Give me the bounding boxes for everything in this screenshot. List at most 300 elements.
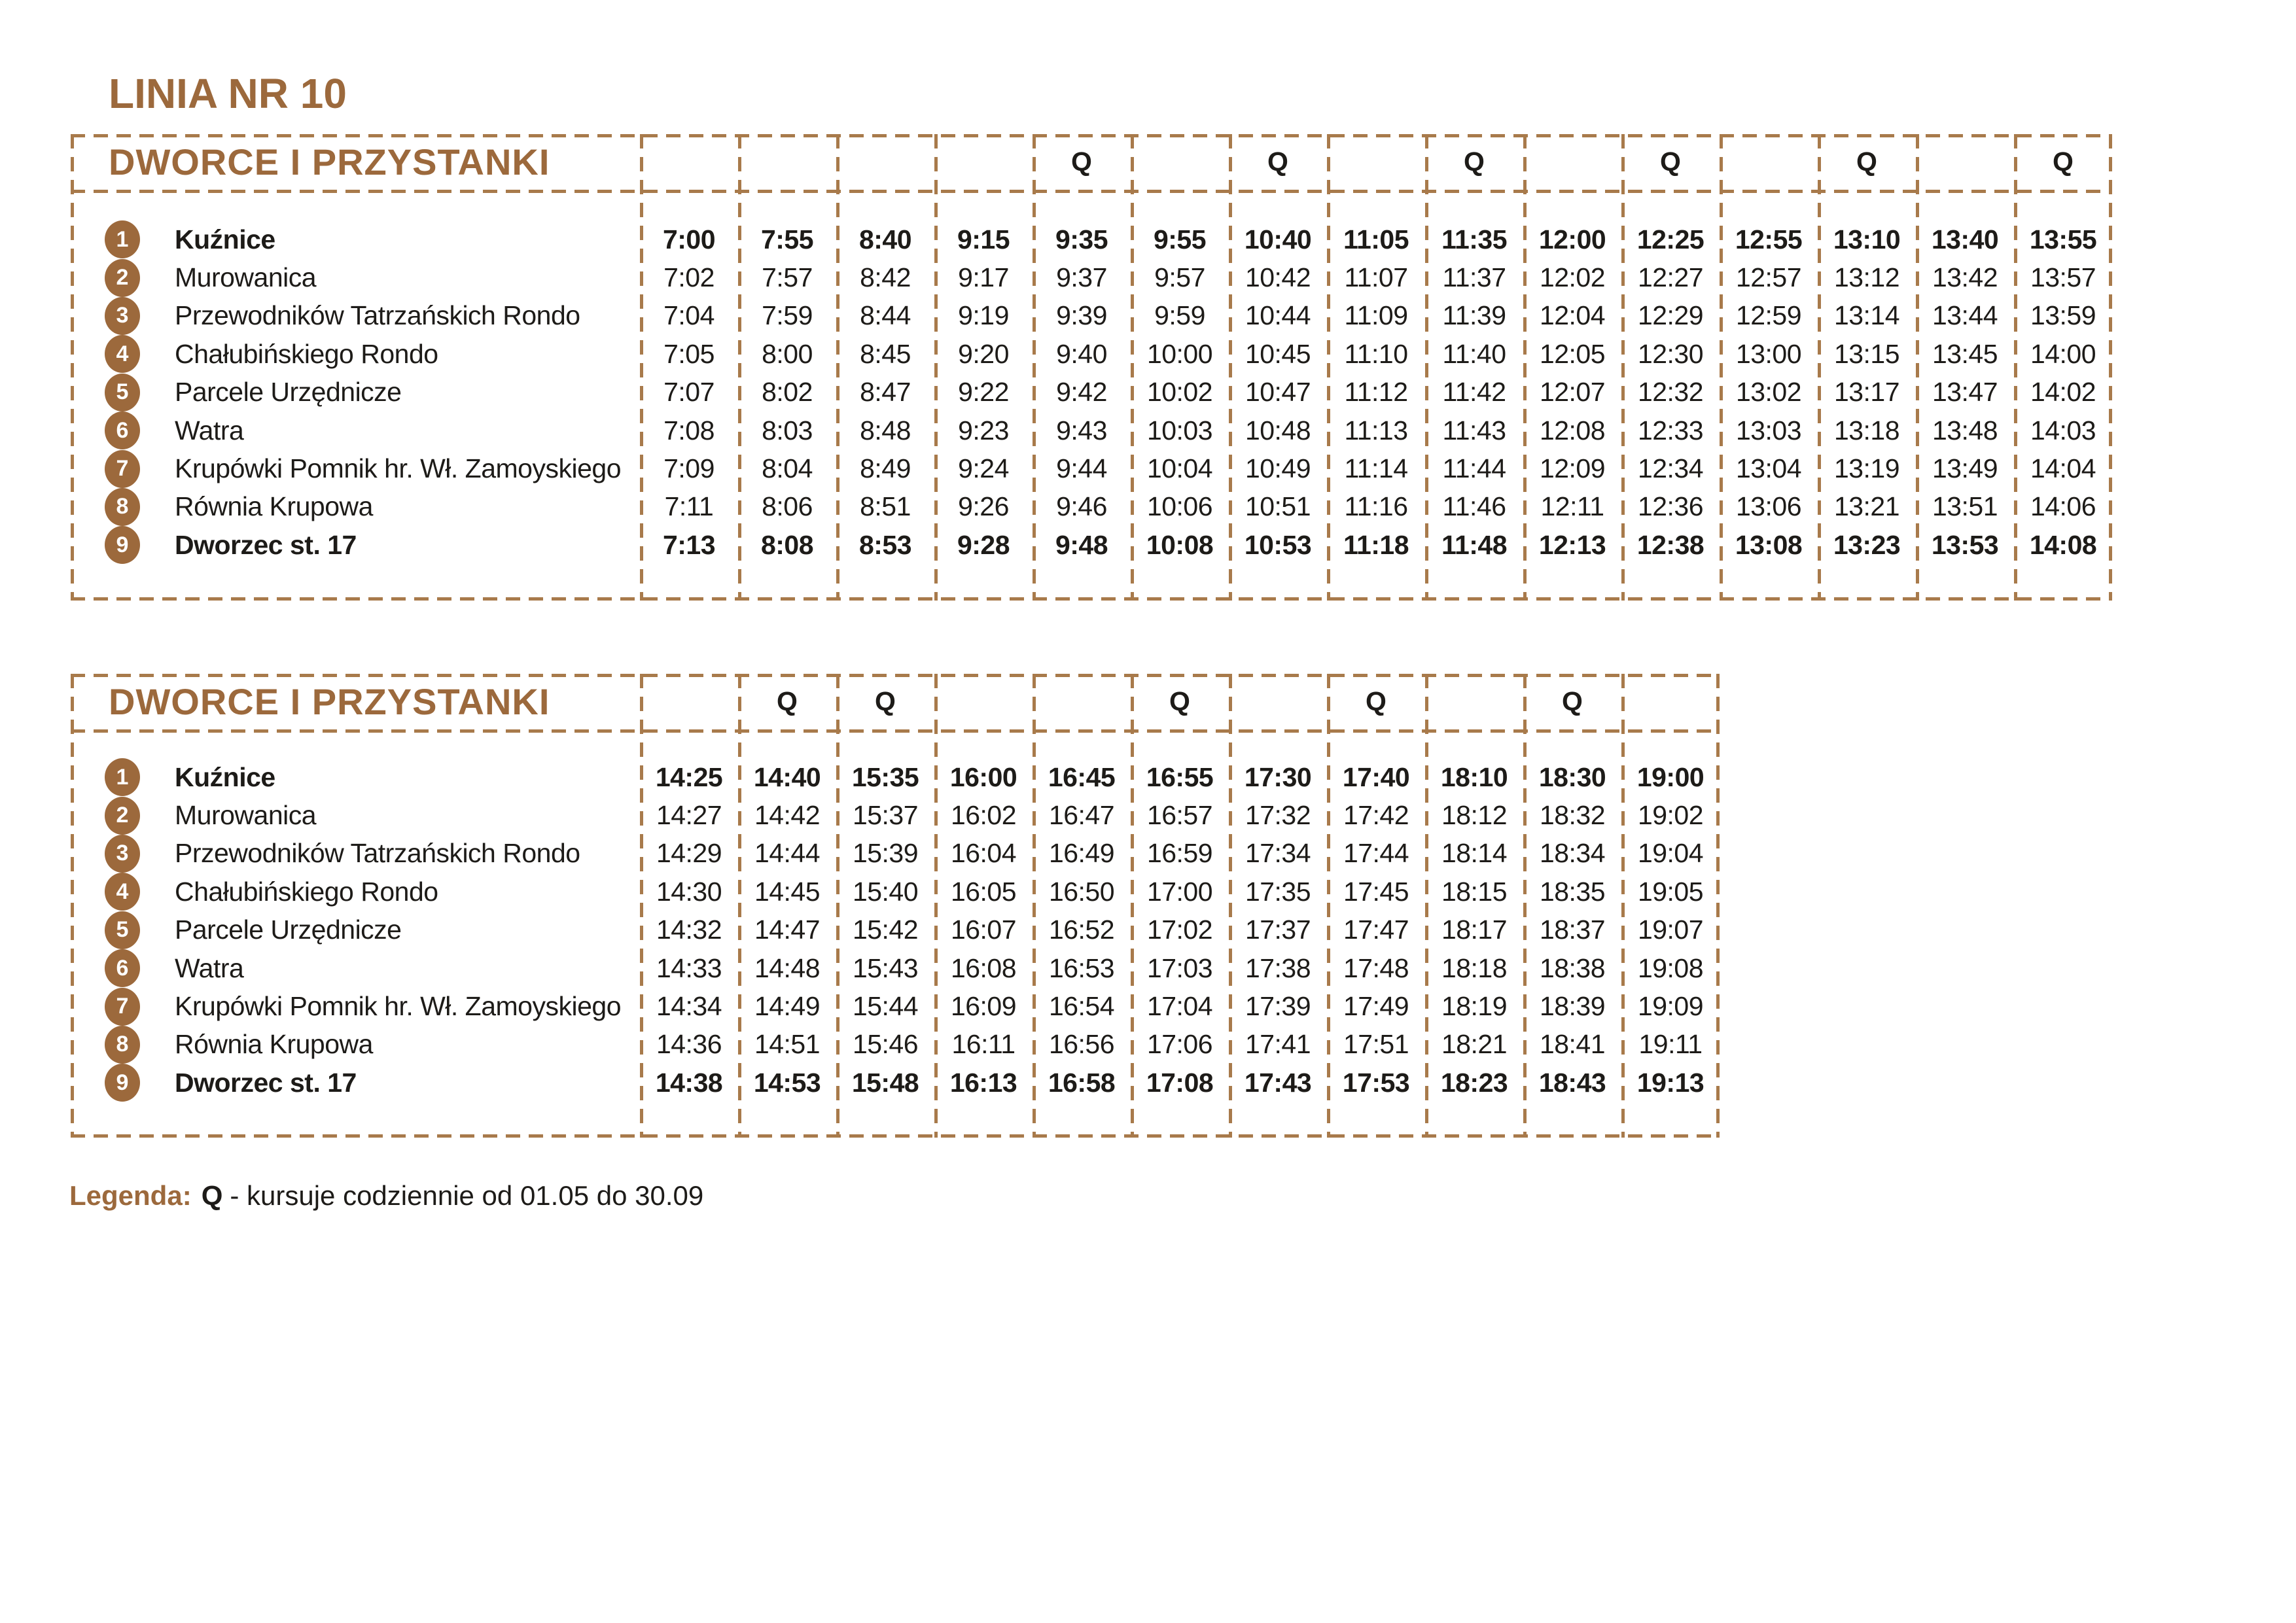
service-flag [640, 134, 738, 190]
departure-time: 16:54 [1048, 991, 1115, 1022]
column-divider [1720, 134, 1723, 601]
station-cell [71, 374, 640, 411]
departure-time: 8:42 [860, 262, 911, 293]
departure-time: 8:08 [760, 529, 814, 560]
departure-time: 15:39 [852, 838, 919, 869]
departure-time: 17:03 [1146, 952, 1213, 983]
departure-time: 18:35 [1539, 876, 1606, 907]
departure-time: 16:02 [950, 800, 1017, 831]
column-divider [1131, 674, 1134, 1138]
departure-time: 16:09 [950, 991, 1017, 1022]
service-flag: Q [1562, 686, 1583, 716]
station-name: Krupówki Pomnik hr. Wł. Zamoyskiego [175, 991, 622, 1022]
departure-time: 10:04 [1146, 453, 1213, 484]
departure-time: 12:59 [1735, 300, 1802, 331]
departure-time: 10:51 [1245, 491, 1311, 522]
departure-time: 14:27 [656, 800, 722, 831]
departure-time: 8:06 [762, 491, 813, 522]
departure-time: 13:19 [1833, 453, 1900, 484]
departure-time: 14:45 [754, 876, 821, 907]
column-divider [934, 674, 938, 1138]
station-cell [71, 220, 640, 258]
station-cell [71, 797, 640, 835]
departure-time: 11:05 [1343, 224, 1409, 254]
departure-time: 8:03 [762, 415, 813, 445]
departure-time: 13:44 [1932, 300, 1998, 331]
departure-time: 9:40 [1056, 338, 1107, 369]
stop-number-badge: 4 [105, 335, 140, 373]
departure-time: 13:06 [1735, 491, 1802, 522]
departure-time: 12:08 [1539, 415, 1606, 445]
departure-time: 10:47 [1245, 377, 1311, 408]
station-name: Chałubińskiego Rondo [175, 338, 438, 369]
departure-time: 7:04 [663, 300, 715, 331]
departure-time: 11:43 [1442, 415, 1506, 445]
departure-time: 19:02 [1637, 800, 1704, 831]
departure-time: 18:34 [1539, 838, 1606, 869]
departure-time: 12:02 [1539, 262, 1606, 293]
departure-time: 13:10 [1833, 224, 1901, 254]
service-flag: Q [2053, 147, 2074, 177]
departure-time: 16:58 [1048, 1067, 1116, 1098]
departure-time: 13:03 [1735, 415, 1802, 445]
departure-time: 18:39 [1539, 991, 1606, 1022]
departure-time: 10:45 [1245, 338, 1311, 369]
departure-time: 13:55 [2029, 224, 2097, 254]
departure-time: 13:23 [1833, 529, 1901, 560]
departure-time: 17:53 [1342, 1067, 1410, 1098]
station-name: Parcele Urzędnicze [175, 377, 402, 408]
station-row [71, 758, 1720, 796]
service-flag: Q [1169, 686, 1190, 716]
table-header-title: DWORCE I PRZYSTANKI [109, 681, 550, 722]
column-divider [640, 134, 643, 601]
station-name: Chałubińskiego Rondo [175, 876, 438, 907]
legend [69, 1180, 703, 1212]
departure-time: 18:41 [1539, 1029, 1606, 1060]
station-cell [71, 297, 640, 335]
departure-time: 8:02 [762, 377, 813, 408]
departure-time: 12:57 [1735, 262, 1802, 293]
departure-time: 11:14 [1344, 453, 1408, 484]
departure-time: 17:06 [1146, 1029, 1213, 1060]
station-row [71, 526, 2112, 564]
departure-time: 16:13 [949, 1067, 1017, 1098]
departure-time: 17:35 [1245, 876, 1311, 907]
column-divider [640, 674, 643, 1138]
departure-time: 7:55 [760, 224, 814, 254]
departure-time: 11:35 [1441, 224, 1508, 254]
service-flag: Q [1464, 147, 1485, 177]
departure-time: 11:07 [1344, 262, 1408, 293]
service-flag: Q [1856, 147, 1877, 177]
departure-time: 19:11 [1638, 1029, 1703, 1060]
column-divider [934, 134, 938, 601]
service-flag [1916, 134, 2014, 190]
departure-time: 13:59 [2030, 300, 2096, 331]
departure-time: 16:53 [1048, 952, 1115, 983]
departure-time: 17:00 [1146, 876, 1213, 907]
service-flag [934, 134, 1033, 190]
departure-time: 9:42 [1056, 377, 1107, 408]
departure-time: 11:39 [1442, 300, 1506, 331]
station-name: Dworzec st. 17 [175, 1067, 357, 1098]
departure-time: 12:04 [1539, 300, 1606, 331]
departure-time: 8:53 [858, 529, 912, 560]
departure-time: 15:37 [852, 800, 919, 831]
departure-time: 17:51 [1343, 1029, 1409, 1060]
departure-time: 12:09 [1539, 453, 1606, 484]
station-cell [71, 835, 640, 873]
departure-time: 16:56 [1048, 1029, 1115, 1060]
departure-time: 9:23 [958, 415, 1009, 445]
station-cell [71, 411, 640, 449]
departure-time: 9:57 [1154, 262, 1205, 293]
departure-time: 18:10 [1440, 761, 1508, 792]
service-flag [1720, 134, 1818, 190]
station-cell [71, 1026, 640, 1064]
departure-time: 16:50 [1048, 876, 1115, 907]
departure-time: 16:11 [951, 1029, 1016, 1060]
service-flag: Q [777, 686, 798, 716]
column-divider [1425, 134, 1428, 601]
departure-time: 19:00 [1636, 761, 1704, 792]
departure-time: 18:32 [1539, 800, 1606, 831]
departure-time: 14:30 [656, 876, 722, 907]
service-flag [640, 674, 738, 729]
service-flag: Q [1366, 686, 1386, 716]
departure-time: 11:10 [1344, 338, 1408, 369]
departure-time: 9:59 [1154, 300, 1205, 331]
stop-number-badge: 8 [105, 488, 140, 526]
column-divider [1229, 134, 1232, 601]
departure-time: 12:25 [1636, 224, 1704, 254]
departure-time: 8:48 [860, 415, 911, 445]
departure-time: 9:17 [958, 262, 1009, 293]
departure-time: 14:38 [655, 1067, 723, 1098]
departure-time: 13:00 [1735, 338, 1802, 369]
departure-time: 15:42 [852, 915, 919, 945]
departure-time: 10:40 [1244, 224, 1312, 254]
station-name: Równia Krupowa [175, 1029, 373, 1060]
grid-line [71, 134, 74, 601]
departure-time: 7:00 [662, 224, 716, 254]
departure-time: 11:37 [1442, 262, 1506, 293]
departure-time: 17:04 [1146, 991, 1213, 1022]
station-name: Kuźnice [175, 761, 275, 792]
departure-time: 8:40 [858, 224, 912, 254]
column-divider [836, 674, 839, 1138]
stop-number-badge: 7 [105, 988, 140, 1026]
departure-time: 7:09 [663, 453, 715, 484]
legend-symbol: Q [201, 1180, 223, 1211]
station-name: Przewodników Tatrzańskich Rondo [175, 838, 580, 869]
departure-time: 16:49 [1048, 838, 1115, 869]
station-row [71, 449, 2112, 487]
service-flag [1425, 674, 1523, 729]
departure-time: 13:51 [1932, 491, 1998, 522]
departure-time: 19:04 [1637, 838, 1704, 869]
column-divider [738, 674, 741, 1138]
departure-time: 11:46 [1442, 491, 1506, 522]
departure-time: 13:40 [1931, 224, 1999, 254]
stop-number-badge: 9 [105, 1064, 140, 1102]
service-flag [836, 134, 934, 190]
departure-time: 8:00 [762, 338, 813, 369]
stop-number-badge: 1 [105, 758, 140, 796]
station-cell [71, 873, 640, 911]
departure-time: 12:36 [1637, 491, 1704, 522]
departure-time: 9:20 [958, 338, 1009, 369]
departure-time: 18:15 [1441, 876, 1508, 907]
departure-time: 11:40 [1442, 338, 1506, 369]
station-row [71, 297, 2112, 335]
departure-time: 14:36 [656, 1029, 722, 1060]
departure-time: 15:40 [852, 876, 919, 907]
departure-time: 10:00 [1146, 338, 1213, 369]
grid-line [71, 597, 2112, 601]
departure-time: 14:42 [754, 800, 821, 831]
service-flag [738, 134, 836, 190]
departure-time: 7:05 [663, 338, 715, 369]
departure-time: 10:08 [1146, 529, 1214, 560]
station-cell [71, 335, 640, 373]
departure-time: 11:16 [1344, 491, 1408, 522]
service-flag [1327, 134, 1425, 190]
departure-time: 17:34 [1245, 838, 1311, 869]
departure-time: 11:48 [1441, 529, 1508, 560]
departure-time: 13:21 [1833, 491, 1900, 522]
departure-time: 19:08 [1637, 952, 1704, 983]
station-name: Watra [175, 952, 244, 983]
departure-time: 10:44 [1245, 300, 1311, 331]
departure-time: 17:30 [1244, 761, 1312, 792]
departure-time: 15:46 [852, 1029, 919, 1060]
column-divider [1523, 134, 1527, 601]
stop-number-badge: 1 [105, 220, 140, 258]
departure-time: 14:49 [754, 991, 821, 1022]
column-divider [1327, 674, 1330, 1138]
grid-line [2109, 134, 2112, 601]
table-header-title: DWORCE I PRZYSTANKI [109, 141, 550, 183]
station-cell [71, 949, 640, 987]
departure-time: 18:30 [1538, 761, 1606, 792]
departure-time: 10:53 [1244, 529, 1312, 560]
departure-time: 9:48 [1055, 529, 1108, 560]
departure-time: 15:48 [851, 1067, 919, 1098]
departure-time: 18:12 [1441, 800, 1508, 831]
departure-time: 12:13 [1538, 529, 1606, 560]
departure-time: 19:13 [1636, 1067, 1704, 1098]
departure-time: 16:05 [950, 876, 1017, 907]
column-divider [1229, 674, 1232, 1138]
departure-time: 18:18 [1441, 952, 1508, 983]
departure-time: 14:29 [656, 838, 722, 869]
service-flag [934, 674, 1033, 729]
service-flag [1523, 134, 1621, 190]
station-row [71, 335, 2112, 373]
departure-time: 16:47 [1048, 800, 1115, 831]
departure-time: 17:44 [1343, 838, 1409, 869]
stop-number-badge: 6 [105, 411, 140, 449]
departure-time: 14:48 [754, 952, 821, 983]
service-flag [1621, 674, 1720, 729]
legend-text: - kursuje codziennie od 01.05 do 30.09 [230, 1180, 704, 1211]
stop-number-badge: 5 [105, 374, 140, 411]
departure-time: 17:38 [1245, 952, 1311, 983]
departure-time: 12:27 [1637, 262, 1704, 293]
departure-time: 10:49 [1245, 453, 1311, 484]
departure-time: 8:44 [860, 300, 911, 331]
stop-number-badge: 8 [105, 1026, 140, 1064]
stop-number-badge: 7 [105, 450, 140, 488]
stop-number-badge: 3 [105, 297, 140, 335]
departure-time: 13:08 [1735, 529, 1803, 560]
departure-time: 14:00 [2030, 338, 2096, 369]
departure-time: 13:12 [1833, 262, 1900, 293]
station-row [71, 258, 2112, 296]
departure-time: 16:08 [950, 952, 1017, 983]
station-name: Murowanica [175, 262, 317, 293]
departure-time: 14:47 [754, 915, 821, 945]
departure-time: 10:48 [1245, 415, 1311, 445]
station-row [71, 796, 1720, 834]
column-divider [1131, 134, 1134, 601]
departure-time: 7:08 [663, 415, 715, 445]
column-divider [1033, 674, 1036, 1138]
stop-number-badge: 6 [105, 949, 140, 987]
column-divider [1818, 134, 1821, 601]
departure-time: 8:45 [860, 338, 911, 369]
departure-time: 18:17 [1441, 915, 1508, 945]
departure-time: 12:32 [1637, 377, 1704, 408]
column-divider [2014, 134, 2017, 601]
departure-time: 13:45 [1932, 338, 1998, 369]
departure-time: 13:48 [1932, 415, 1998, 445]
departure-time: 17:48 [1343, 952, 1409, 983]
departure-time: 13:14 [1833, 300, 1900, 331]
departure-time: 9:35 [1055, 224, 1108, 254]
departure-time: 12:33 [1637, 415, 1704, 445]
departure-time: 16:45 [1048, 761, 1116, 792]
departure-time: 12:05 [1539, 338, 1606, 369]
departure-time: 7:11 [664, 491, 714, 522]
departure-time: 15:44 [852, 991, 919, 1022]
departure-time: 17:47 [1343, 915, 1409, 945]
service-flag: Q [1660, 147, 1681, 177]
departure-time: 17:08 [1146, 1067, 1214, 1098]
stop-number-badge: 5 [105, 911, 140, 949]
departure-time: 14:08 [2029, 529, 2097, 560]
station-name: Przewodników Tatrzańskich Rondo [175, 300, 580, 331]
departure-time: 13:17 [1833, 377, 1900, 408]
departure-time: 13:15 [1833, 338, 1900, 369]
departure-time: 14:04 [2030, 453, 2096, 484]
timetable-table-morning [71, 134, 2112, 601]
departure-time: 9:28 [957, 529, 1010, 560]
service-flag [1033, 674, 1131, 729]
stop-number-badge: 2 [105, 797, 140, 835]
stop-number-badge: 2 [105, 259, 140, 297]
departure-time: 17:40 [1342, 761, 1410, 792]
station-cell [71, 911, 640, 949]
departure-time: 16:59 [1146, 838, 1213, 869]
station-name: Parcele Urzędnicze [175, 915, 402, 945]
departure-time: 13:47 [1932, 377, 1998, 408]
departure-time: 13:02 [1735, 377, 1802, 408]
departure-time: 19:05 [1637, 876, 1704, 907]
column-divider [1425, 674, 1428, 1138]
departure-time: 9:26 [958, 491, 1009, 522]
departure-time: 14:40 [753, 761, 821, 792]
departure-time: 14:44 [754, 838, 821, 869]
station-row [71, 1064, 1720, 1102]
departure-time: 12:38 [1636, 529, 1704, 560]
grid-line [71, 674, 74, 1138]
column-divider [1327, 134, 1330, 601]
departure-time: 9:55 [1153, 224, 1207, 254]
page-title: LINIA NR 10 [109, 70, 347, 117]
station-name: Murowanica [175, 800, 317, 831]
service-flag: Q [1071, 147, 1092, 177]
table-rows [71, 758, 1720, 1102]
departure-time: 13:57 [2030, 262, 2096, 293]
stop-number-badge: 9 [105, 526, 140, 564]
departure-time: 16:57 [1146, 800, 1213, 831]
departure-time: 17:45 [1343, 876, 1409, 907]
departure-time: 11:09 [1344, 300, 1408, 331]
departure-time: 9:44 [1056, 453, 1107, 484]
departure-time: 9:24 [958, 453, 1009, 484]
service-flag: Q [875, 686, 896, 716]
departure-time: 9:15 [957, 224, 1010, 254]
station-cell [71, 259, 640, 297]
departure-time: 14:02 [2030, 377, 2096, 408]
departure-time: 17:41 [1245, 1029, 1311, 1060]
column-divider [1621, 674, 1625, 1138]
column-divider [836, 134, 839, 601]
grid-line [71, 729, 1720, 733]
departure-time: 13:04 [1735, 453, 1802, 484]
departure-time: 18:38 [1539, 952, 1606, 983]
grid-line [1716, 674, 1720, 1138]
departure-time: 13:42 [1932, 262, 1998, 293]
departure-time: 7:02 [663, 262, 715, 293]
departure-time: 17:49 [1343, 991, 1409, 1022]
departure-time: 10:42 [1245, 262, 1311, 293]
departure-time: 17:37 [1245, 915, 1311, 945]
departure-time: 14:53 [753, 1067, 821, 1098]
departure-time: 18:21 [1441, 1029, 1508, 1060]
departure-time: 13:49 [1932, 453, 1998, 484]
departure-time: 16:55 [1146, 761, 1214, 792]
column-divider [1916, 134, 1919, 601]
departure-time: 16:52 [1048, 915, 1115, 945]
stop-number-badge: 4 [105, 873, 140, 911]
station-name: Watra [175, 415, 244, 445]
service-flag [1131, 134, 1229, 190]
station-row [71, 411, 2112, 449]
timetable-table-afternoon [71, 674, 1720, 1138]
column-divider [1523, 674, 1527, 1138]
station-cell [71, 758, 640, 796]
station-row [71, 911, 1720, 949]
departure-time: 14:34 [656, 991, 722, 1022]
departure-time: 17:32 [1245, 800, 1311, 831]
departure-time: 16:00 [949, 761, 1017, 792]
departure-time: 15:43 [852, 952, 919, 983]
departure-time: 17:02 [1146, 915, 1213, 945]
